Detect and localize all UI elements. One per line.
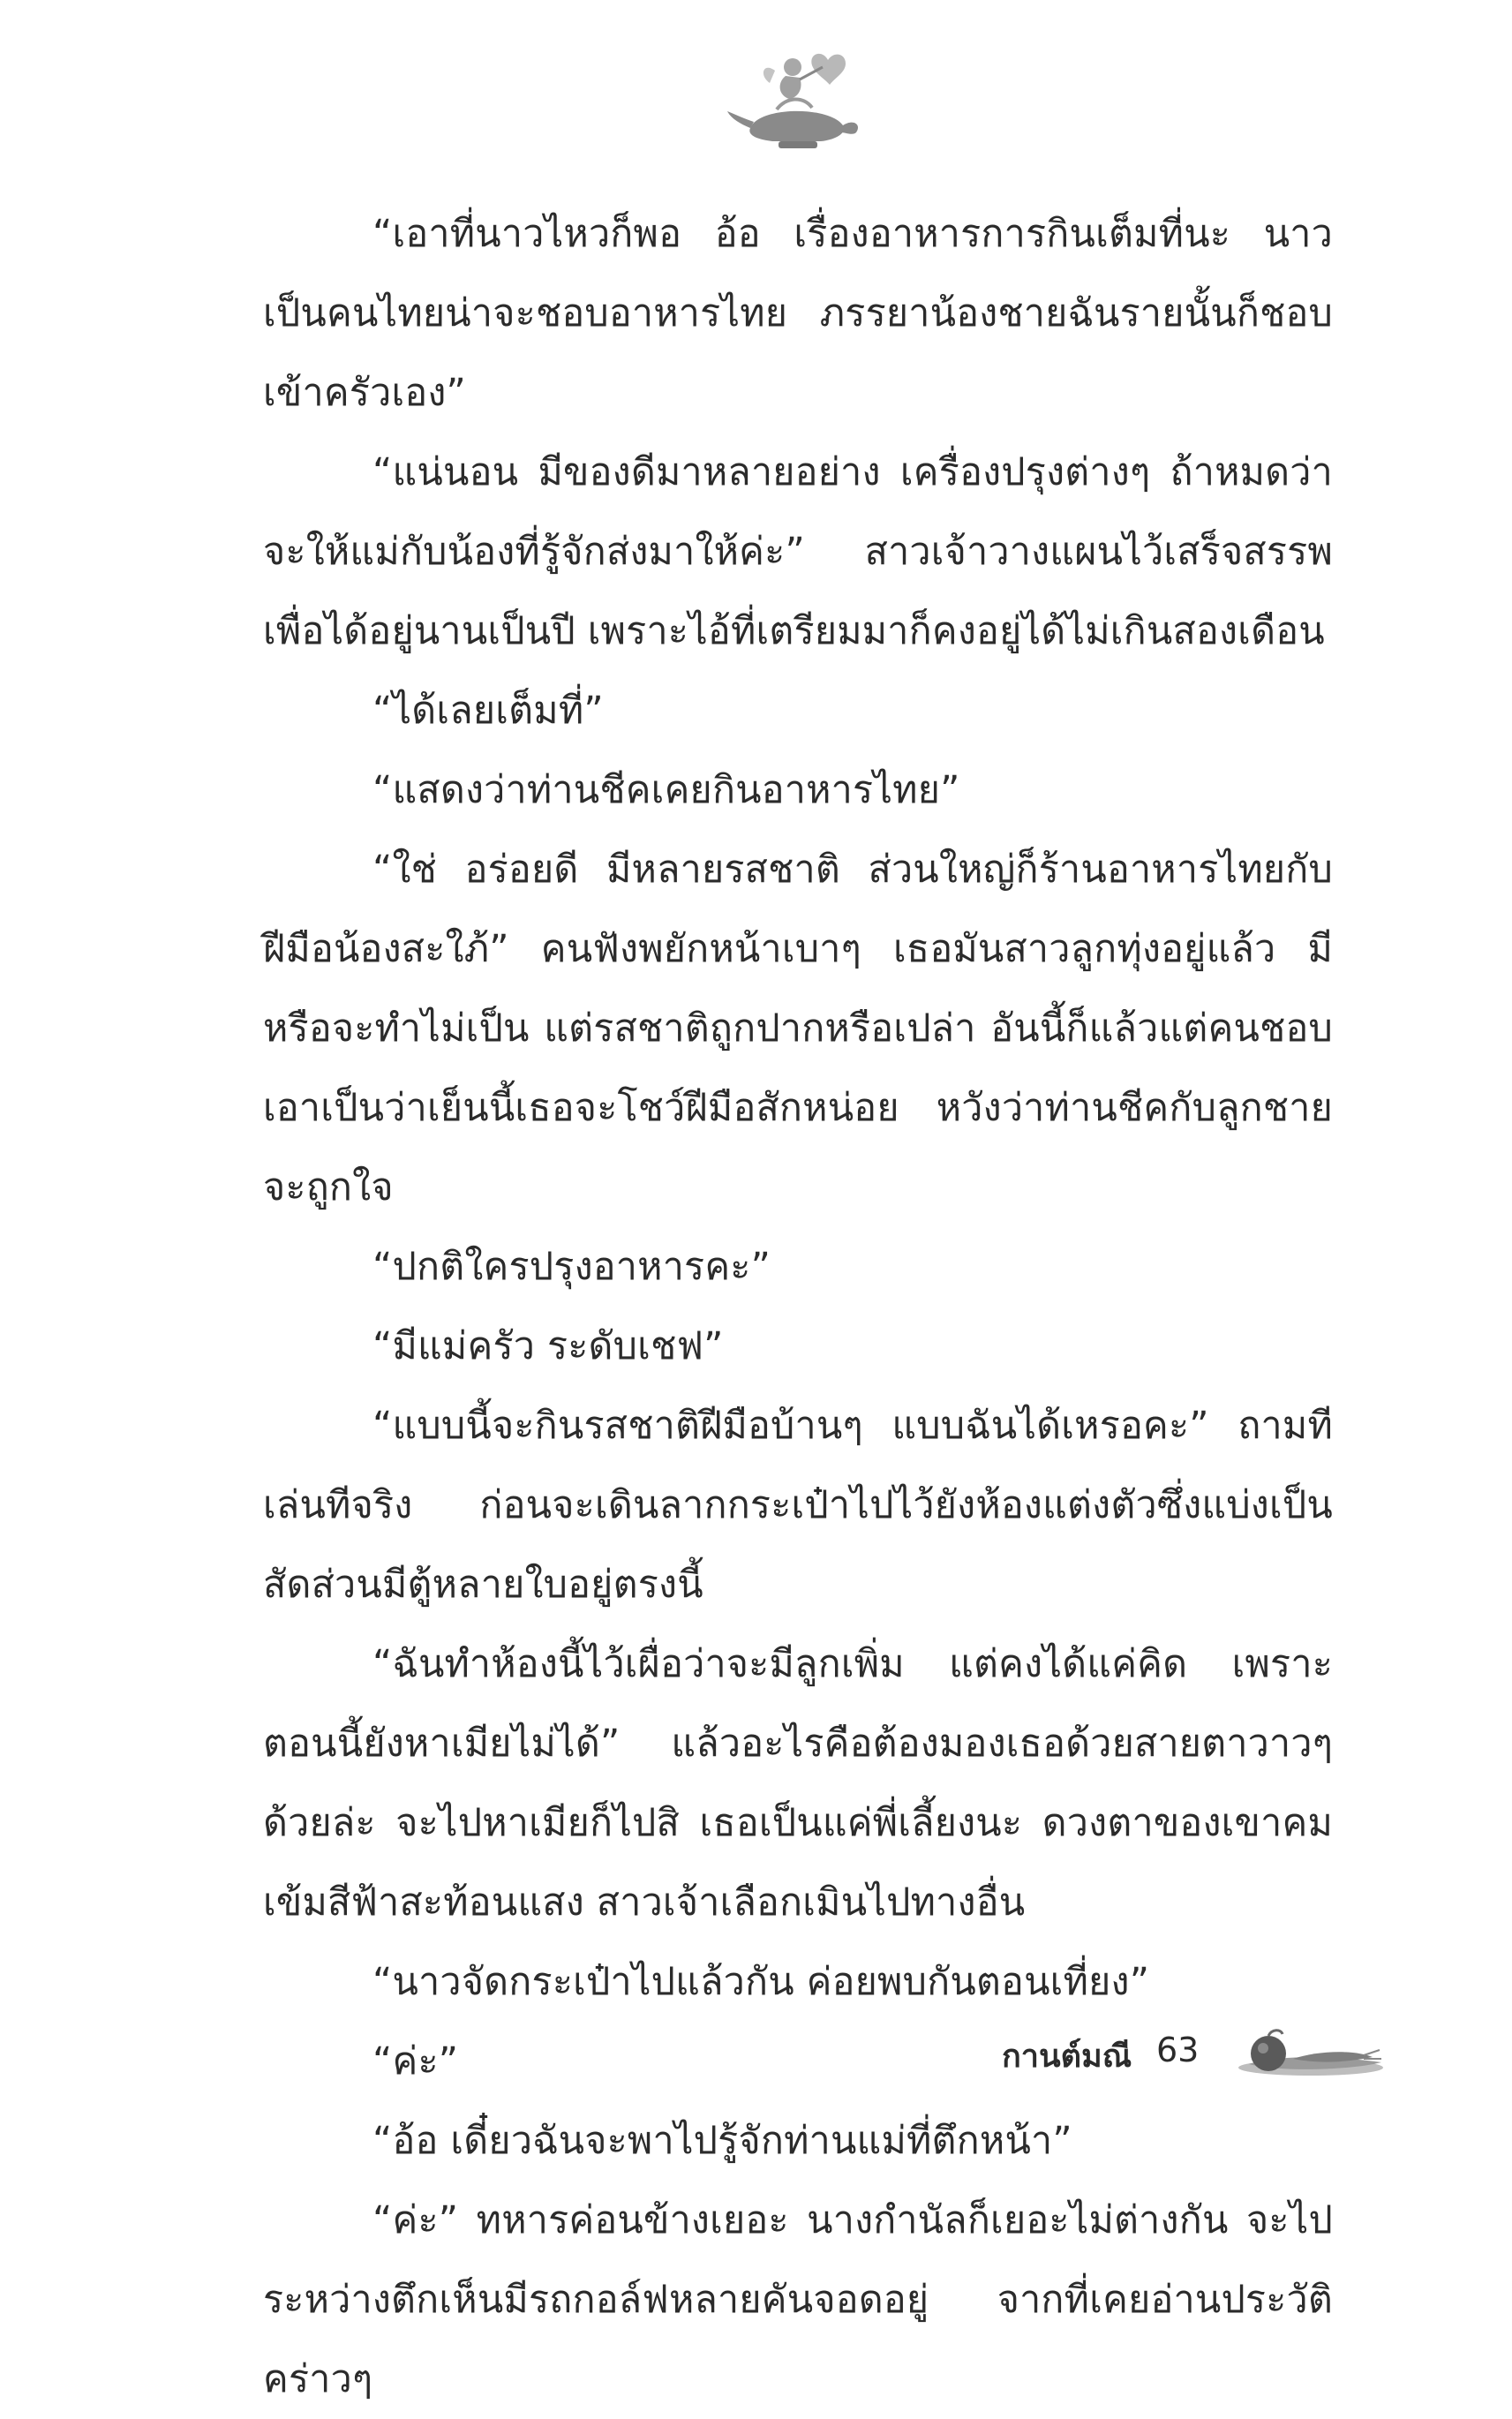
cupid-genie-lamp-icon <box>724 44 865 159</box>
paragraph: “มีแม่ครัว ระดับเชฟ” <box>372 1324 724 1368</box>
paragraph: “ปกติใครปรุงอาหารคะ” <box>372 1245 771 1289</box>
paragraph: “แน่นอน มีของดีมาหลายอย่าง เครื่องปรุงต่างๆ ถ้าหมดว่าจะให้แม่กับน้องที่รู้จักส่งมาให้ค่ะ” สาวเจ้าวางแผนไว้เสร็จสรรพ เพื่อได้อยู่นานเป็นปี เพราะไอ้ที่เตรียมมาก็คงอยู่ได้ไม่เกินสองเดือน <box>263 450 1333 653</box>
vegetables-icon <box>1231 2023 1386 2085</box>
paragraph: “ค่ะ” <box>372 2039 459 2084</box>
paragraph: “ใช่ อร่อยดี มีหลายรสชาติ ส่วนใหญ่ก็ร้านอาหารไทยกับฝีมือน้องสะใภ้” คนฟังพยักหน้าเบาๆ เธอมันสาวลูกทุ่งอยู่แล้ว มีหรือจะทำไม่เป็น แต่รสชาติถูกปากหรือเปล่า อันนี้ก็แล้วแต่คนชอบ เอาเป็นว่าเย็นนี้เธอจะโชว์ฝีมือสักหน่อย หวังว่าท่านชีคกับลูกชายจะถูกใจ <box>263 848 1333 1210</box>
book-title: กานต์มณี <box>1002 2038 1132 2075</box>
paragraph: “แสดงว่าท่านชีคเคยกินอาหารไทย” <box>372 768 960 812</box>
paragraph: “นาวจัดกระเป๋าไปแล้วกัน ค่อยพบกันตอนเที่ยง” <box>372 1960 1150 2004</box>
paragraph: “ได้เลยเต็มที่” <box>372 689 604 733</box>
paragraph: “แบบนี้จะกินรสชาติฝีมือบ้านๆ แบบฉันได้เหรอคะ” ถามทีเล่นทีจริง ก่อนจะเดินลากกระเป๋าไปไว้ยังห้องแต่งตัวซึ่งแบ่งเป็นสัดส่วนมีตู้หลายใบอยู่ตรงนี้ <box>263 1404 1333 1607</box>
paragraph: “ฉันทำห้องนี้ไว้เผื่อว่าจะมีลูกเพิ่ม แต่คงได้แค่คิด เพราะตอนนี้ยังหาเมียไม่ได้” แล้วอะไรคือต้องมองเธอด้วยสายตาวาวๆ ด้วยล่ะ จะไปหาเมียก็ไปสิ เธอเป็นแค่พี่เลี้ยงนะ ดวงตาของเขาคมเข้มสีฟ้าสะท้อนแสง สาวเจ้าเลือกเมินไปทางอื่น <box>263 1642 1333 1925</box>
paragraph: “เอาที่นาวไหวก็พอ อ้อ เรื่องอาหารการกินเต็มที่นะ นาวเป็นคนไทยน่าจะชอบอาหารไทย ภรรยาน้องชายฉันรายนั้นก็ชอบเข้าครัวเอง” <box>263 212 1333 415</box>
paragraph: “ค่ะ” ทหารค่อนข้างเยอะ นางกำนัลก็เยอะไม่ต่างกัน จะไประหว่างตึกเห็นมีรถกอล์ฟหลายคันจอดอยู่ จากที่เคยอ่านประวัติคร่าวๆ <box>263 2198 1333 2401</box>
page-number: 63 <box>1156 2031 1200 2069</box>
paragraph: “อ้อ เดี๋ยวฉันจะพาไปรู้จักท่านแม่ที่ตึกหน้า” <box>372 2119 1072 2163</box>
page-footer <box>989 2022 1395 2092</box>
